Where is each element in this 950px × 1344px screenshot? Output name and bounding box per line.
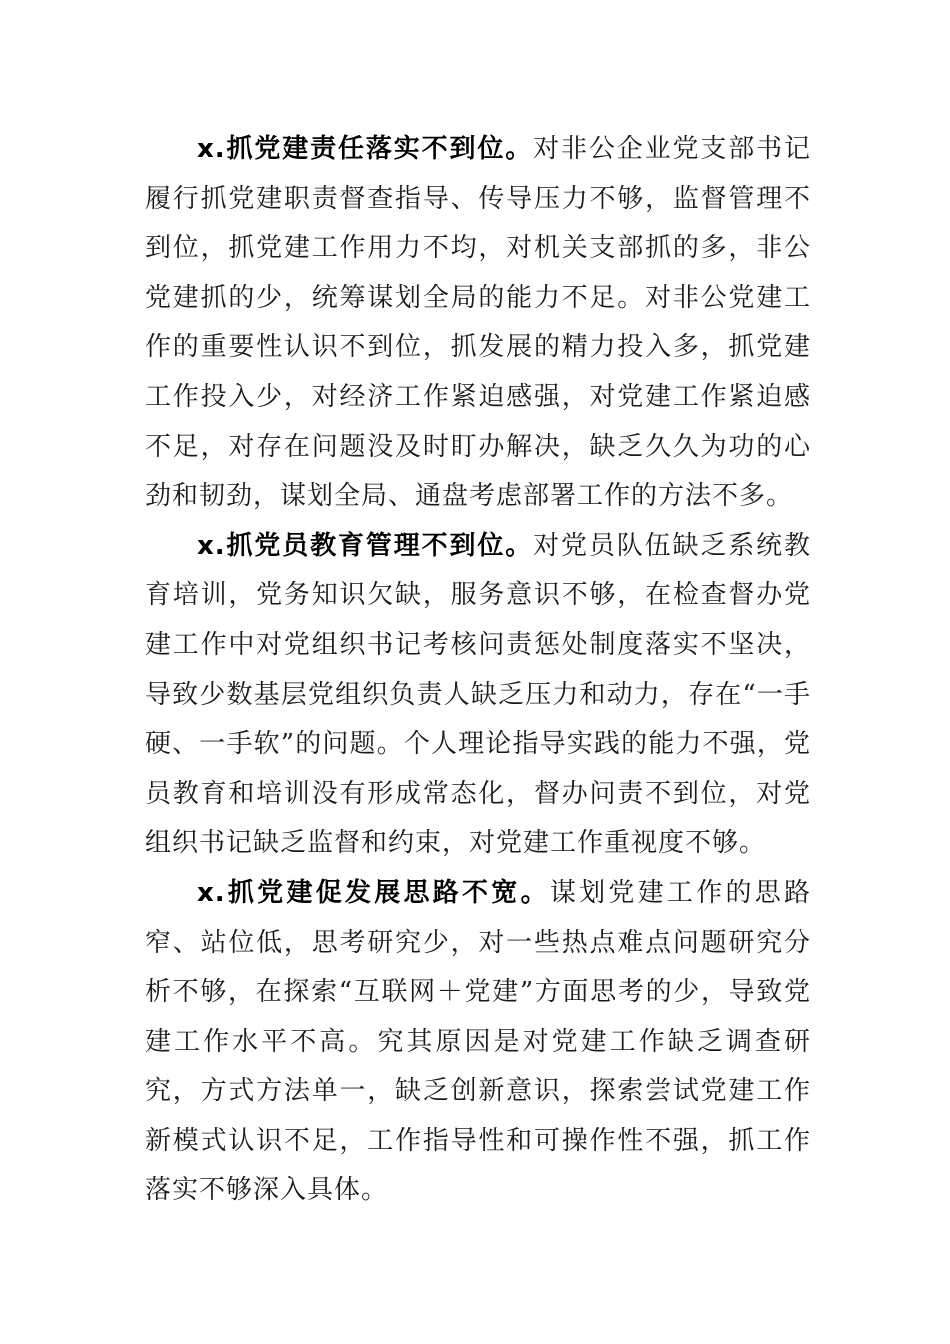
paragraph-3 <box>145 869 811 1216</box>
paragraph-1-heading: x.抓党建责任落实不到位。 <box>197 134 534 164</box>
paragraph-3-text: 谋划党建工作的思路窄、站位低，思考研究少，对一些热点难点问题研究分析不够，在探索“互联网＋党建”方面思考的少，导致党建工作水平不高。究其原因是对党建工作缺乏调查研究，方式方法单一，缺乏创新意识，探索尝试党建工作新模式认识不足，工作指导性和可操作性不强，抓工作落实不够深入具体。 <box>145 877 811 1206</box>
paragraph-2-text: 对党员队伍缺乏系统教育培训，党务知识欠缺，服务意识不够，在检查督办党建工作中对党组织书记考核问责惩处制度落实不坚决，导致少数基层党组织负责人缺乏压力和动力，存在“一手硬、一手软”的问题。个人理论指导实践的能力不强，党员教育和培训没有形成常态化，督办问责不到位，对党组织书记缺乏监督和约束，对党建工作重视度不够。 <box>145 530 811 859</box>
paragraph-1 <box>145 125 811 522</box>
paragraph-3-heading: x.抓党建促发展思路不宽。 <box>197 877 550 908</box>
paragraph-2-heading: x.抓党员教育管理不到位。 <box>197 530 534 561</box>
paragraph-2 <box>145 522 811 869</box>
document-body <box>145 125 811 1216</box>
paragraph-1-text: 对非公企业党支部书记履行抓党建职责督查指导、传导压力不够，监督管理不到位，抓党建工作用力不均，对机关支部抓的多，非公党建抓的少，统筹谋划全局的能力不足。对非公党建工作的重要性认识不到位，抓发展的精力投入多，抓党建工作投入少，对经济工作紧迫感强，对党建工作紧迫感不足，对存在问题没及时盯办解决，缺乏久久为功的心劲和韧劲，谋划全局、通盘考虑部署工作的方法不多。 <box>145 134 811 512</box>
